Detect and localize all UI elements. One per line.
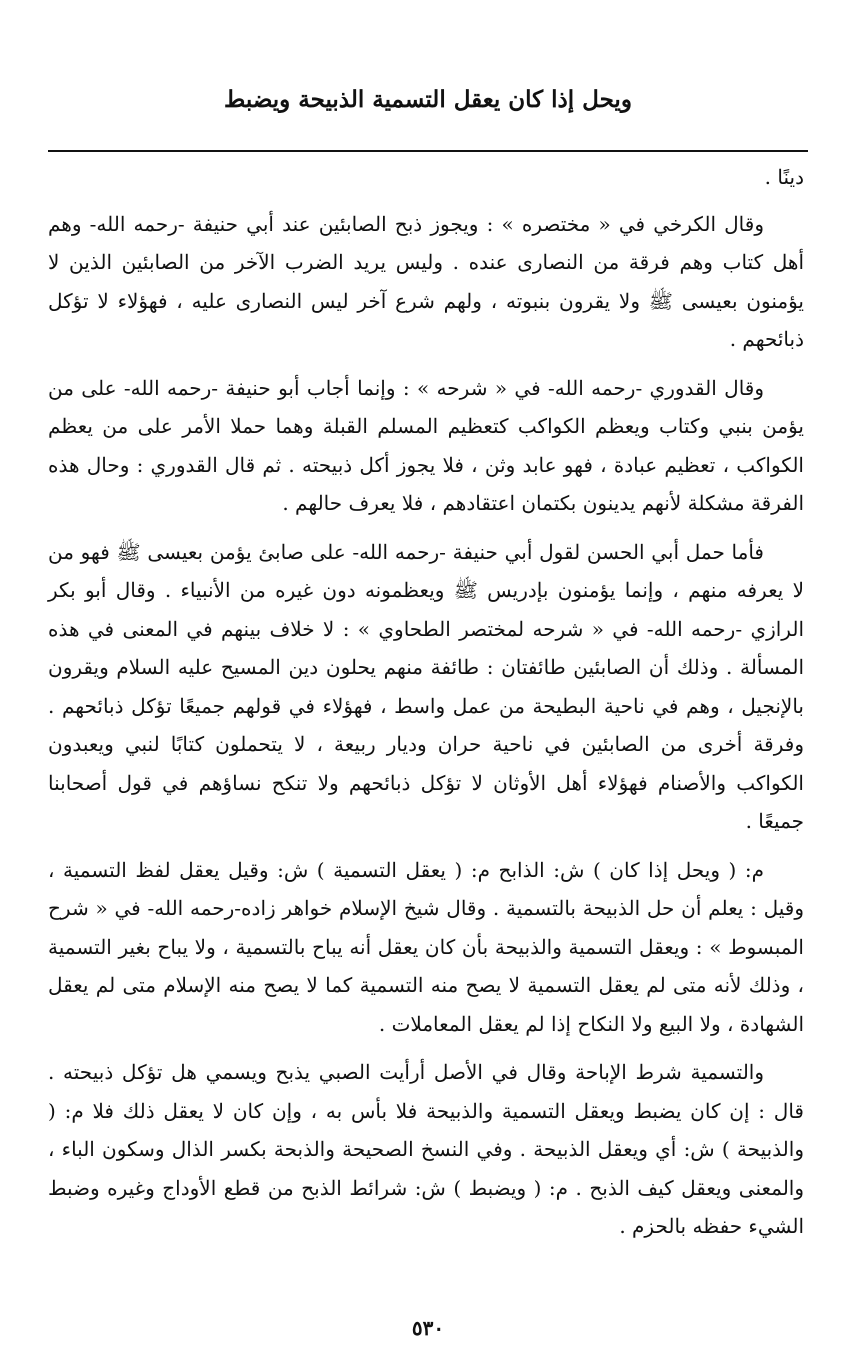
page-body (48, 158, 804, 1256)
paragraph-4: فأما حمل أبي الحسن لقول أبي حنيفة -رحمه الله- على صابئ يؤمن بعيسى ﷺ فهو من لا يعرفه منهم ، وإنما يؤمنون بإدريس ﷺ ويعظمونه دون غيره من الأنبياء . وقال أبو بكر الرازي -رحمه الله- في « شرحه لمختصر الطحاوي » : لا خلاف بينهم في المعنى في هذه المسألة . وذلك أن الصابئين طائفتان : طائفة منهم يحلون دين المسيح عليه السلام ويقرون بالإنجيل ، وهم في ناحية البطيحة من عمل واسط ، فهؤلاء في قولهم جميعًا تؤكل ذبائحهم . وفرقة أخرى من الصابئين في ناحية حران وديار ربيعة ، لا يتحملون كتابًا لنبي ويعبدون الكواكب والأصنام فهؤلاء أهل الأوثان لا تؤكل ذبائحهم ولا تنكح نساؤهم في قول أصحابنا جميعًا . (48, 539, 804, 833)
paragraph-6: والتسمية شرط الإباحة وقال في الأصل أرأيت الصبي يذبح ويسمي هل تؤكل ذبيحته . قال : إن كان يضبط ويعقل التسمية والذبيحة فلا بأس به ، وإن كان لا يعقل ذلك فلا م: ( والذبيحة ) ش: أي ويعقل الذبيحة . وفي النسخ الصحيحة والذبحة بكسر الذال وسكون الباء ، والمعنى ويعقل كيف الذبح . م: ( ويضبط ) ش: شرائط الذبح من قطع الأوداج وغيره وضبط الشيء حفظه بالحزم . (48, 1060, 804, 1238)
paragraph-2: وقال الكرخي في « مختصره » : ويجوز ذبح الصابئين عند أبي حنيفة -رحمه الله- وهم أهل كتاب وهم فرقة من النصارى عنده . وليس يريد الضرب الآخر من الصابئين الذين لا يؤمنون بعيسى ﷺ ولا يقرون بنبوته ، ولهم شرع آخر ليس النصارى عليه ، فهؤلاء لا تؤكل ذبائحهم . (48, 211, 805, 351)
paragraph-1: دينًا . (764, 165, 804, 189)
paragraph-3: وقال القدوري -رحمه الله- في « شرحه » : وإنما أجاب أبو حنيفة -رحمه الله- على من يؤمن بنبي وكتاب ويعظم الكواكب كتعظيم المسلم القبلة وهما حملا الأمر على من يعظم الكواكب ، تعظيم عبادة ، فهو عابد وثن ، فلا يجوز أكل ذبيحته . ثم قال القدوري : وحال هذه الفرقة مشكلة لأنهم يدينون بكتمان اعتقادهم ، فلا يعرف حالهم . (48, 375, 805, 515)
page-number: ٥٣٠ (411, 1316, 445, 1340)
page-footer (0, 1316, 856, 1340)
page-header (60, 80, 796, 120)
page-title: ويحل إذا كان يعقل التسمية الذبيحة ويضبط (224, 86, 632, 113)
paragraph-5: م: ( ويحل إذا كان ) ش: الذابح م: ( يعقل التسمية ) ش: وقيل يعقل لفظ التسمية ، وقيل : يعلم أن حل الذبيحة بالتسمية . وقال شيخ الإسلام خواهر زاده-رحمه الله- في « شرح المبسوط » : ويعقل التسمية والذبيحة بأن كان يعقل أنه يباح بالتسمية ، ولا يباح بغير التسمية ، وذلك لأنه متى لم يعقل التسمية لا يصح منه التسمية كما لا يصح منه الإسلام متى لم يعقل الشهادة ، ولا البيع ولا النكاح إذا لم يعقل المعاملات . (48, 857, 804, 1036)
header-divider (48, 150, 808, 152)
